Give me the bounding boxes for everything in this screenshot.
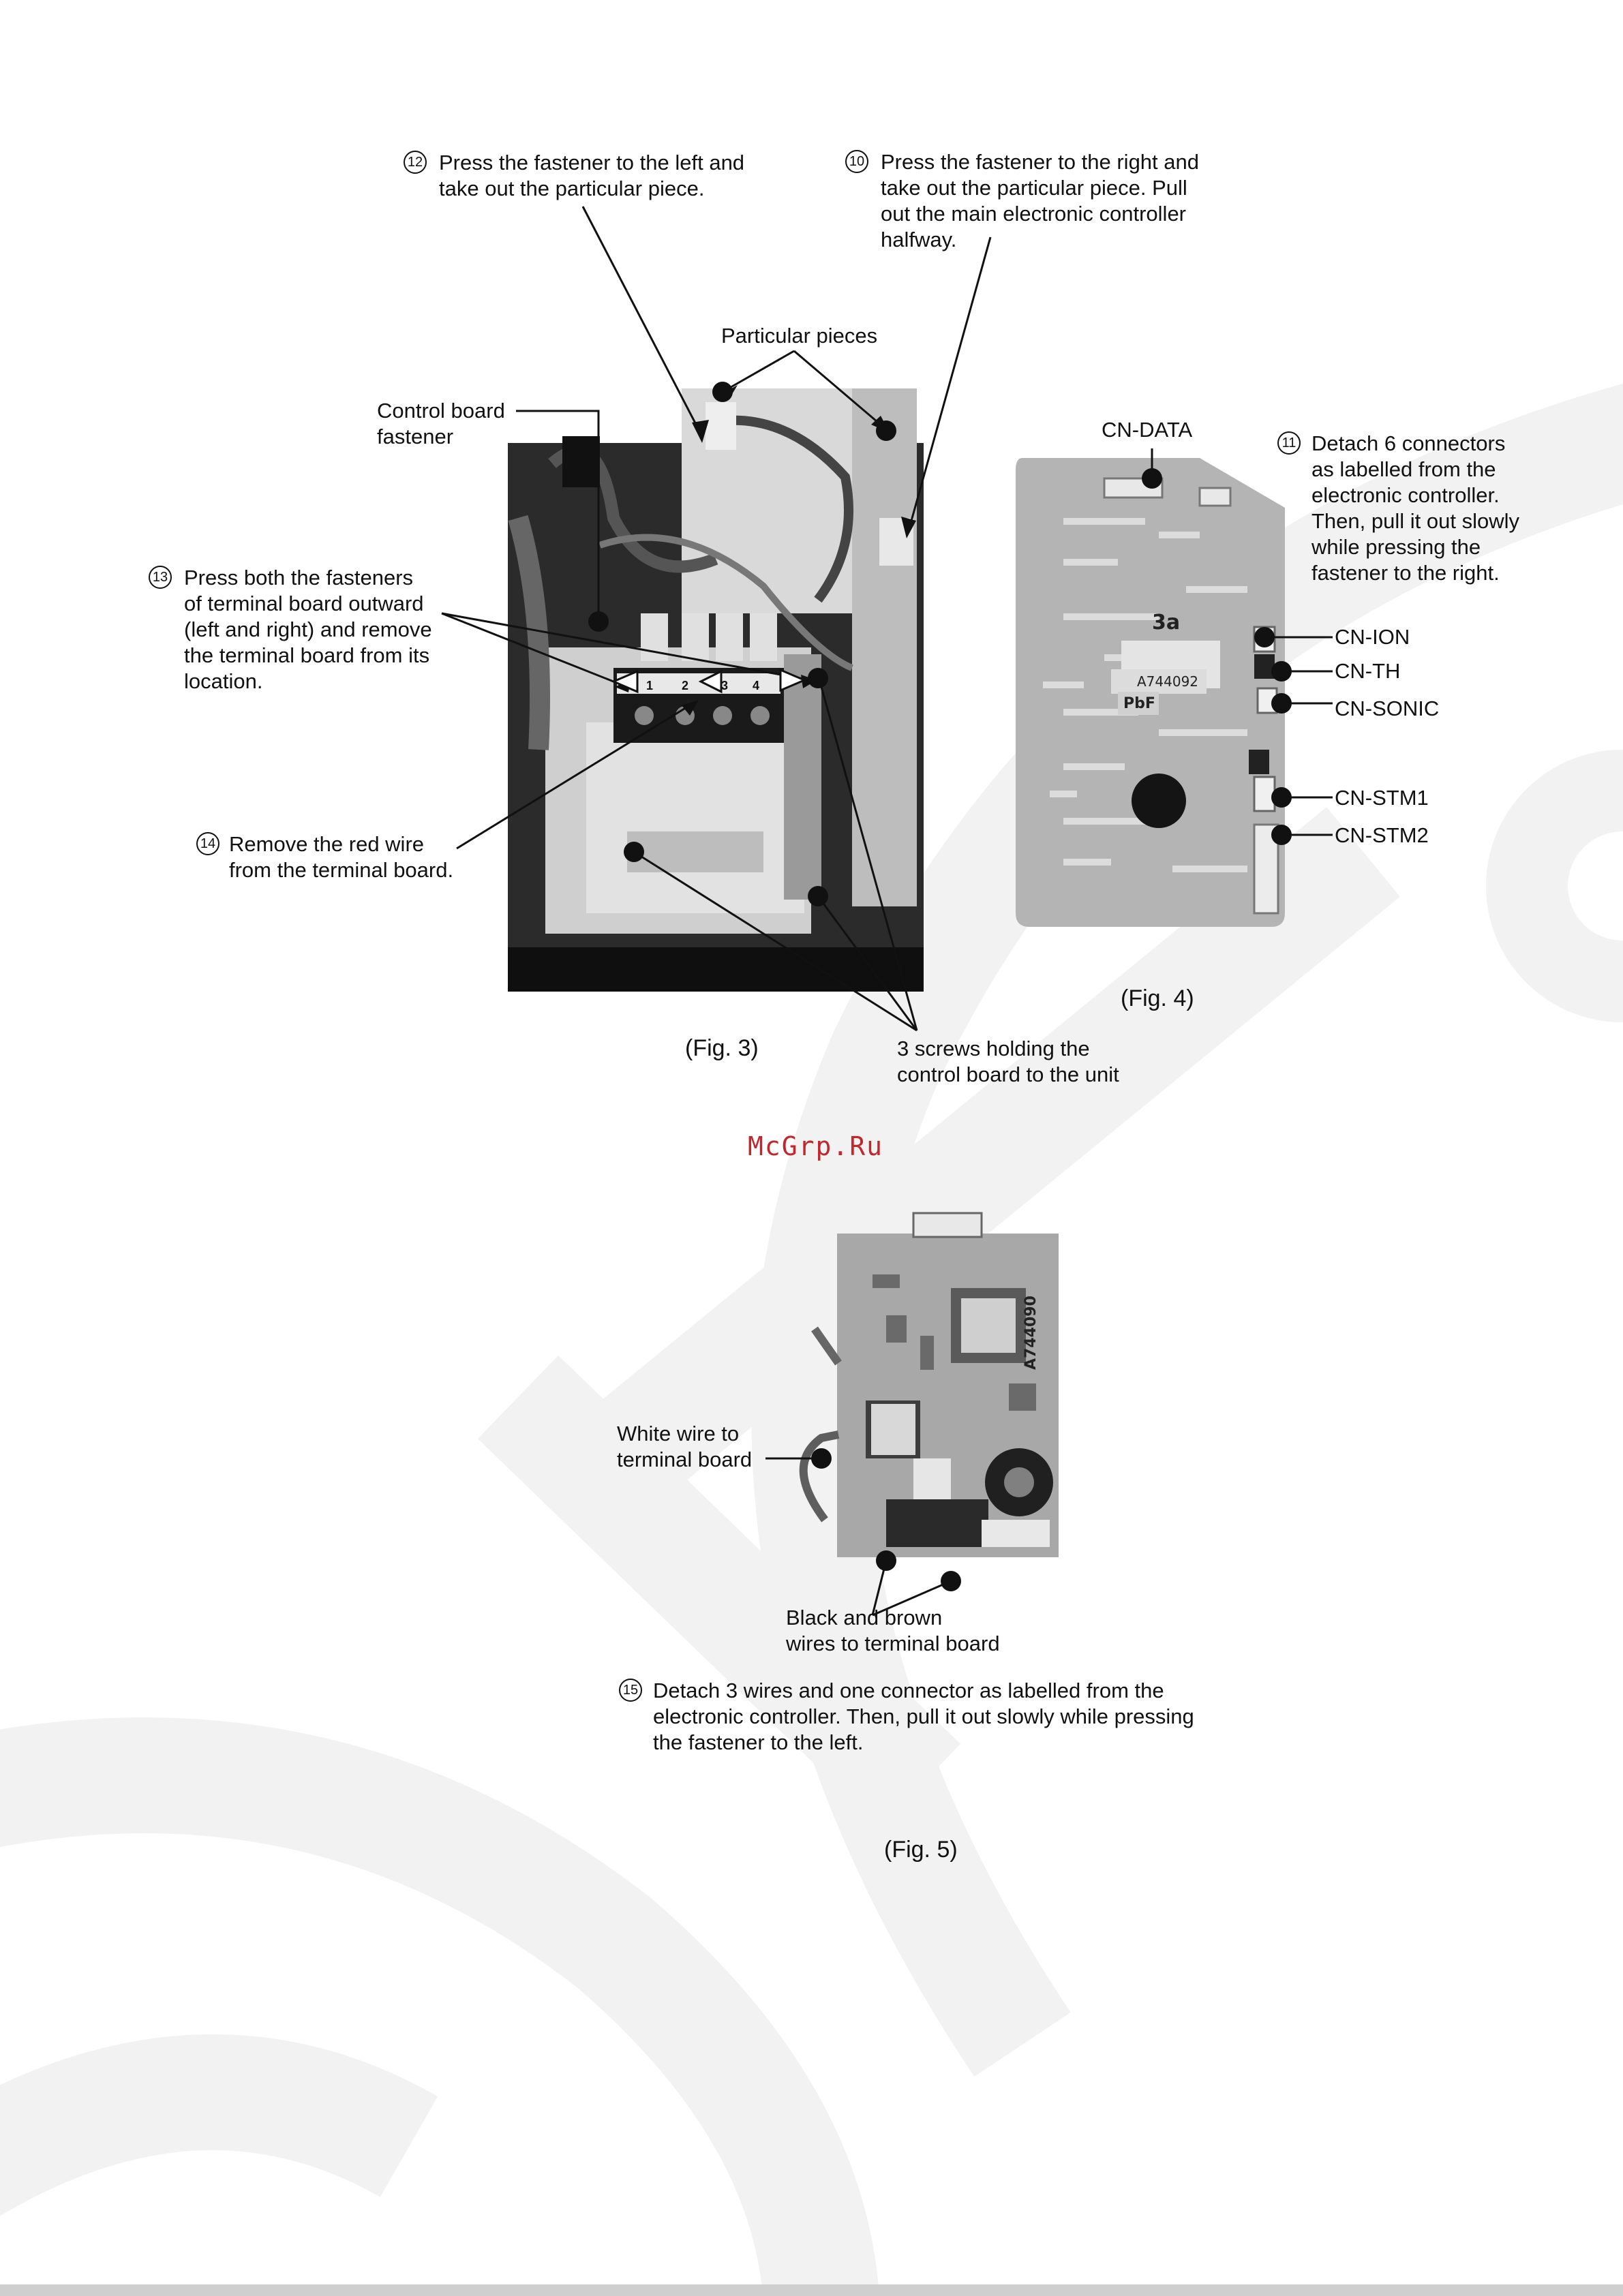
pcb-revision-mark: 3a <box>1152 611 1181 634</box>
step-13-line-2: of terminal board outward <box>184 592 424 615</box>
step-10-line-4: halfway. <box>881 228 957 251</box>
step-number-15: 15 <box>619 1679 642 1702</box>
step-14-line-1: Remove the red wire <box>229 832 425 856</box>
control-board-fastener-label <box>377 398 505 450</box>
step-13-line-4: the terminal board from its <box>184 643 430 667</box>
page-bottom-band <box>0 2284 1623 2296</box>
white-wire-line-1: White wire to <box>617 1422 740 1445</box>
terminal-number-1: 1 <box>646 679 654 692</box>
step-15-line-2: electronic controller. Then, pull it out slowly while pressing <box>653 1704 1194 1728</box>
step-10-line-3: out the main electronic controller <box>881 202 1187 226</box>
step-13-line-3: (left and right) and remove <box>184 617 432 641</box>
cn-sonic-label: CN-SONIC <box>1335 697 1440 720</box>
step-12-line-1: Press the fastener to the left and <box>439 151 745 174</box>
step-number-11: 11 <box>1277 431 1301 455</box>
cn-th-label: CN-TH <box>1335 659 1401 683</box>
step-number-12: 12 <box>404 151 427 174</box>
fig3-unit-photo <box>508 388 924 992</box>
step-13-line-5: location. <box>184 669 263 693</box>
white-wire-label <box>617 1421 752 1473</box>
fig4-pcb-photo <box>1016 458 1285 927</box>
cn-ion-label: CN-ION <box>1335 625 1410 649</box>
pcb-part-number: A744092 <box>1137 673 1199 690</box>
black-brown-line-2: wires to terminal board <box>786 1632 1000 1655</box>
step-11-line-1: Detach 6 connectors <box>1311 431 1506 455</box>
step-13-line-1: Press both the fasteners <box>184 566 414 590</box>
step-number-14: 14 <box>196 832 219 855</box>
black-brown-line-1: Black and brown <box>786 1606 943 1629</box>
terminal-number-3: 3 <box>721 679 729 692</box>
screws-label <box>897 1036 1119 1088</box>
step-15-line-3: the fastener to the left. <box>653 1730 864 1754</box>
black-brown-wires-label <box>786 1605 1000 1657</box>
site-watermark-text: McGrp.Ru <box>748 1131 884 1161</box>
control-board-fastener-line-1: Control board <box>377 399 505 423</box>
step-15-line-1: Detach 3 wires and one connector as labelled from the <box>653 1679 1164 1702</box>
fig5-caption: (Fig. 5) <box>884 1837 958 1863</box>
step-11-line-6: fastener to the right. <box>1311 561 1500 585</box>
step-14-line-2: from the terminal board. <box>229 858 454 882</box>
step-12-line-2: take out the particular piece. <box>439 177 705 200</box>
particular-pieces-label: Particular pieces <box>721 324 878 348</box>
step-11-line-2: as labelled from the <box>1311 457 1496 481</box>
terminal-number-2: 2 <box>682 679 689 692</box>
cn-data-label: CN-DATA <box>1102 418 1193 442</box>
fig5-board-part-number: A744090 <box>1022 1296 1040 1370</box>
step-11-line-3: electronic controller. <box>1311 483 1500 507</box>
control-board-fastener-line-2: fastener <box>377 425 454 448</box>
step-10-line-2: take out the particular piece. Pull <box>881 176 1187 200</box>
step-number-13: 13 <box>149 566 172 589</box>
screws-line-2: control board to the unit <box>897 1062 1119 1086</box>
step-11-line-5: while pressing the <box>1311 535 1481 559</box>
terminal-number-4: 4 <box>753 679 760 692</box>
cn-stm2-label: CN-STM2 <box>1335 823 1429 847</box>
step-10-line-1: Press the fastener to the right and <box>881 150 1199 174</box>
fig3-caption: (Fig. 3) <box>685 1035 759 1061</box>
screws-line-1: 3 screws holding the <box>897 1037 1090 1060</box>
white-wire-line-2: terminal board <box>617 1448 753 1471</box>
cn-stm1-label: CN-STM1 <box>1335 786 1429 810</box>
pcb-pbf-mark: PbF <box>1123 695 1155 712</box>
fig5-pcb-photo <box>804 1213 1059 1557</box>
step-11-line-4: Then, pull it out slowly <box>1311 509 1519 533</box>
fig4-caption: (Fig. 4) <box>1121 985 1194 1011</box>
step-number-10: 10 <box>845 150 868 173</box>
